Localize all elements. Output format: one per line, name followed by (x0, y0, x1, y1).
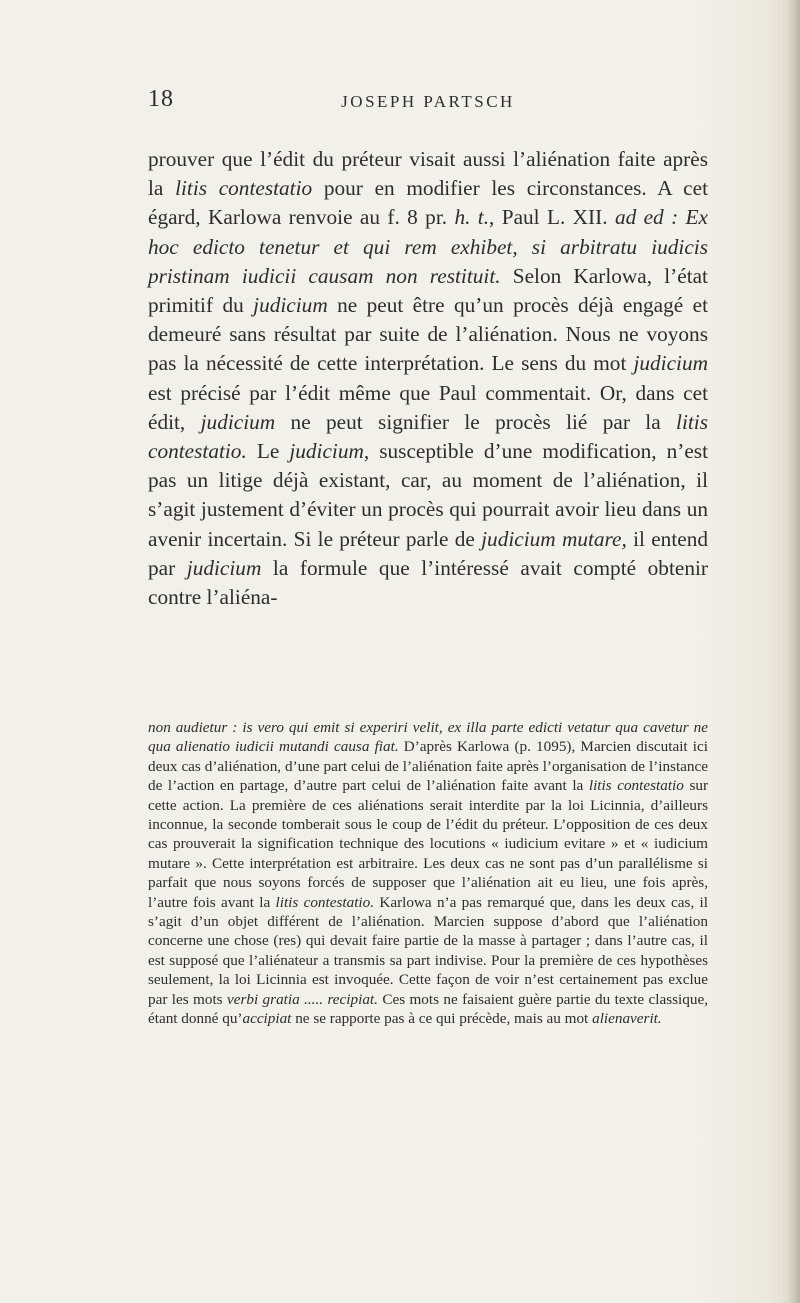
latin-term: judicium (633, 351, 708, 376)
main-text (148, 145, 708, 612)
latin-term: judicium (253, 293, 328, 318)
latin-term: judicium, (289, 439, 370, 464)
latin-term: litis contestatio (588, 777, 684, 795)
footnote (148, 718, 708, 1029)
latin-term: litis contestatio. (275, 893, 375, 911)
latin-quotation: ad ed : Ex hoc edicto tenetur et qui rem exhibet, si arbitratu iudicis pristinam iudicii causam non restituit. (148, 205, 708, 288)
latin-quotation: non audietur : is vero qui emit si experiri velit, ex illa parte edicti vetatur qua cavetur ne qua alienatio iudicii mutandi causa fiat. (148, 719, 708, 756)
page-number: 18 (148, 86, 174, 112)
citation-abbrev: h. t. (454, 205, 490, 230)
latin-term: judicium mutare, (481, 526, 627, 551)
latin-term: judicium (186, 555, 262, 580)
latin-term: accipiat (242, 1010, 292, 1028)
footnote-paragraph: non audietur : is vero qui emit si experiri velit, ex illa parte edicti vetatur qua cavetur ne qua alienatio iudicii mutandi causa fiat. D’après Karlowa (p. 1095), Marcien discutait ici deux cas d’aliénation, d’une part celui de l’aliénation faite après l’organisation de l’instance de l’action en partage, d’autre part celui de l’aliénation faite avant la litis contestatio sur cette action. La première de ces aliénations serait interdite par la loi Licinnia, d’ailleurs inconnue, la seconde tomberait sous le coup de l’édit du préteur. L’opposition de ces deux cas prouverait la signification technique des locutions « iudicium evitare » et « iudicium mutare ». Cette interprétation est arbitraire. Les deux cas ne sont pas d’un parallélisme si parfait que nous soyons forcés de supposer que l’aliénation ait eu lieu, une fois après, l’autre fois avant la litis contestatio. Karlowa n’a pas remarqué que, dans les deux cas, il s’agit d’un objet différent de l’aliénation. Marcien suppose d’abord que l’aliénation concerne une chose (res) qui devait faire partie de la masse à partager ; dans l’autre cas, il est supposé que l’aliénateur a transmis sa part indivise. Pour la première de ces hypothèses seulement, la loi Licinnia est invoquée. Cette façon de voir n’est certainement pas exclue par les mots verbi gratia ..... recipiat. Ces mots ne faisaient guère partie du texte classique, étant donné qu’accipiat ne se rapporte pas à ce qui précède, mais au mot alienaverit. (148, 719, 709, 1028)
latin-term: litis contestatio. (148, 409, 708, 464)
latin-term: litis contestatio (175, 176, 313, 201)
latin-term: alienaverit. (592, 1010, 662, 1028)
latin-term: judicium (200, 409, 276, 434)
body-paragraph: prouver que l’édit du préteur visait aussi l’aliénation faite après la litis contestatio pour en modifier les circonstances. A cet égard, Karlowa renvoie au f. 8 pr. h. t., Paul L. XII. ad ed : Ex hoc edicto tenetur et qui rem exhibet, si arbitratu iudicis pristinam iudicii causam non restituit. Selon Karlowa, l’état primitif du judicium ne peut être qu’un procès déjà engagé et demeuré sans résultat par suite de l’aliénation. Nous ne voyons pas la nécessité de cette interprétation. Le sens du mot judicium est précisé par l’édit même que Paul commentait. Or, dans cet édit, judicium ne peut signifier le procès lié par la litis contestatio. Le judicium, susceptible d’une modification, n’est pas un litige déjà existant, car, au moment de l’aliénation, il s’agit justement d’éviter un procès qui pourrait avoir lieu dans un avenir incertain. Si le préteur parle de judicium mutare, il entend par judicium la formule que l’intéressé avait compté obtenir contre l’aliéna- (148, 147, 709, 610)
latin-quotation: verbi gratia ..... recipiat. (226, 990, 378, 1008)
running-head: JOSEPH PARTSCH (341, 92, 515, 111)
page-edge-shadow (786, 0, 800, 1303)
page-header (148, 86, 708, 120)
